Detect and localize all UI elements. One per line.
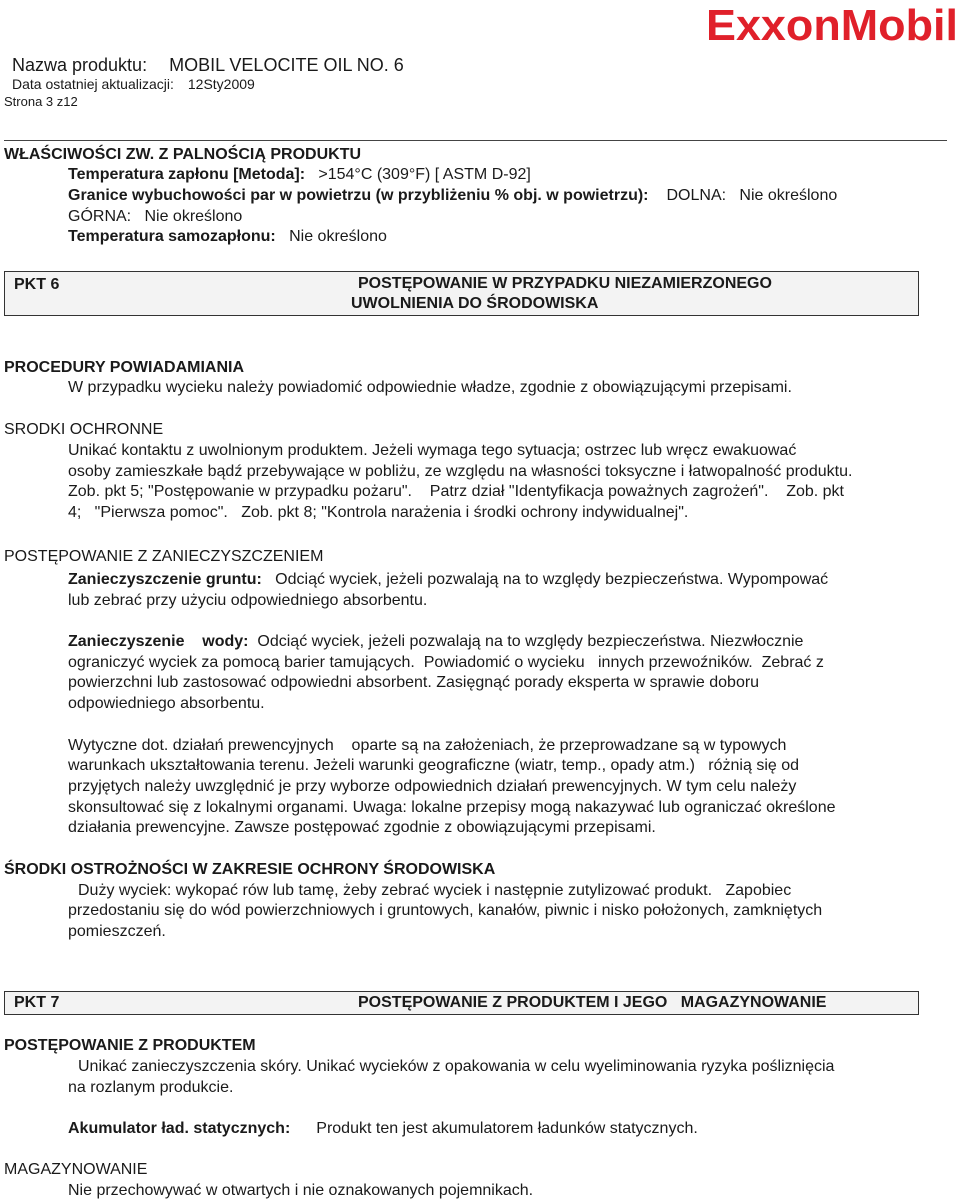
autoignition-value: Nie określono: [289, 228, 387, 245]
environment-line: Duży wyciek: wykopać rów lub tamę, żeby zebrać wyciek i następnie zutylizować produkt. Zapobiec: [78, 882, 792, 899]
water-line-1: [68, 632, 803, 653]
update-line: [12, 75, 255, 93]
flash-point-label: Temperatura zapłonu [Metoda]:: [68, 166, 306, 183]
page-number: Strona 3 z12: [4, 94, 78, 109]
flash-point-value: >154°C (309°F) [ ASTM D-92]: [318, 166, 531, 183]
section-7-title: POSTĘPOWANIE Z PRODUKTEM I JEGO MAGAZYNOWANIE: [358, 994, 827, 1011]
storage-text: Nie przechowywać w otwartych i nie oznakowanych pojemnikach.: [68, 1182, 534, 1199]
water-line: powierzchni lub zastosować odpowiedni absorbent. Zasięgnąć porady eksperta w sprawie doboru: [68, 674, 760, 691]
handling-title: POSTĘPOWANIE Z PRODUKTEM: [4, 1037, 256, 1054]
static-line: [68, 1119, 698, 1140]
soil-label: Zanieczyszczenie gruntu:: [68, 571, 262, 588]
protective-line: Zob. pkt 5; "Postępowanie w przypadku pożaru". Patrz dział "Identyfikacja poważnych zagrożeń". Zob. pkt: [68, 483, 844, 500]
update-label: Data ostatniej aktualizacji:: [12, 76, 174, 92]
water-label: Zanieczyszenie wody:: [68, 633, 249, 650]
storage-title: MAGAZYNOWANIE: [4, 1161, 148, 1178]
header-rule: [4, 140, 947, 141]
notification-text: W przypadku wycieku należy powiadomić odpowiednie władze, zgodnie z obowiązującymi przepisami.: [68, 379, 792, 396]
water-line: odpowiedniego absorbentu.: [68, 695, 265, 712]
static-value: Produkt ten jest akumulatorem ładunków statycznych.: [316, 1120, 698, 1137]
upper-limit-value: Nie określono: [144, 208, 243, 225]
upper-limit-line: [68, 207, 242, 228]
environment-title: ŚRODKI OSTROŻNOŚCI W ZAKRESIE OCHRONY ŚRODOWISKA: [4, 861, 496, 878]
update-date: 12Sty2009: [187, 76, 255, 92]
product-label: Nazwa produktu:: [12, 55, 148, 75]
product-name-line: [12, 54, 404, 76]
static-label: Akumulator ład. statycznych:: [68, 1120, 291, 1137]
guidelines-line: działania prewencyjne. Zawsze postępować zgodnie z obowiązującymi przepisami.: [68, 819, 656, 836]
section-6-number: PKT 6: [14, 276, 60, 293]
explosive-limits-line: [68, 186, 837, 207]
soil-text: Odciąć wyciek, jeżeli pozwalają na to względy bezpieczeństwa. Wypompować: [275, 571, 829, 588]
protective-title: SRODKI OCHRONNE: [4, 421, 164, 438]
flash-point-line: [68, 165, 531, 186]
logo-text: ExxonMobil: [706, 1, 958, 50]
flammability-title: WŁAŚCIWOŚCI ZW. Z PALNOŚCIĄ PRODUKTU: [4, 146, 362, 163]
exxonmobil-logo: [704, 0, 960, 50]
upper-limit-label: GÓRNA:: [68, 208, 132, 225]
guidelines-line: Wytyczne dot. działań prewencyjnych oparte są na założeniach, że przeprowadzane są w typowych: [68, 737, 787, 754]
protective-line: 4; "Pierwsza pomoc". Zob. pkt 8; "Kontrola narażenia i środki ochrony indywidualnej".: [68, 504, 689, 521]
protective-line: osoby zamieszkałe bądź przebywające w pobliżu, ze względu na własności toksyczne i łatwopalność produktu.: [68, 463, 853, 480]
protective-line: Unikać kontaktu z uwolnionym produktem. Jeżeli wymaga tego sytuacja; ostrzec lub wręcz ewakuować: [68, 442, 797, 459]
section-6-title-line1: POSTĘPOWANIE W PRZYPADKU NIEZAMIERZONEGO: [358, 275, 772, 292]
lower-limit-value: Nie określono: [739, 187, 838, 204]
soil-line-2: lub zebrać przy użyciu odpowiedniego absorbentu.: [68, 592, 428, 609]
notification-title: PROCEDURY POWIADAMIANIA: [4, 359, 245, 376]
section-7-number: PKT 7: [14, 994, 60, 1011]
lower-limit-label: DOLNA:: [666, 187, 727, 204]
explosive-limits-label: Granice wybuchowości par w powietrzu (w przybliżeniu % obj. w powietrzu):: [68, 187, 649, 204]
water-text: Odciąć wyciek, jeżeli pozwalają na to względy bezpieczeństwa. Niezwłocznie: [257, 633, 804, 650]
autoignition-line: [68, 227, 387, 248]
environment-line: przedostaniu się do wód powierzchniowych i gruntowych, kanałów, piwnic i nisko położonych, zamkniętych: [68, 902, 823, 919]
guidelines-line: skonsultować się z lokalnymi organami. Uwaga: lokalne przepisy mogą nakazywać lub ograniczać określone: [68, 799, 836, 816]
autoignition-label: Temperatura samozapłonu:: [68, 228, 276, 245]
cleanup-title: POSTĘPOWANIE Z ZANIECZYSZCZENIEM: [4, 548, 324, 565]
guidelines-line: warunkach ukształtowania terenu. Jeżeli warunki geograficzne (wiatr, temp., opady atm.) różnią się od: [68, 757, 800, 774]
environment-line: pomieszczeń.: [68, 923, 166, 940]
guidelines-line: przyjętych należy uwzględnić je przy wyborze odpowiednich działań prewencyjnych. W tym celu należy: [68, 778, 797, 795]
soil-line-1: [68, 570, 828, 591]
section-6-title-line2: UWOLNIENIA DO ŚRODOWISKA: [351, 295, 599, 312]
handling-line: Unikać zanieczyszczenia skóry. Unikać wycieków z opakowania w celu wyeliminowania ryzyka pośliznięcia: [78, 1058, 835, 1075]
handling-line: na rozlanym produkcie.: [68, 1079, 234, 1096]
product-name: MOBIL VELOCITE OIL NO. 6: [169, 55, 404, 75]
water-line: ograniczyć wyciek za pomocą barier tamujących. Powiadomić o wycieku innych przewoźników. Zebrać z: [68, 654, 824, 671]
